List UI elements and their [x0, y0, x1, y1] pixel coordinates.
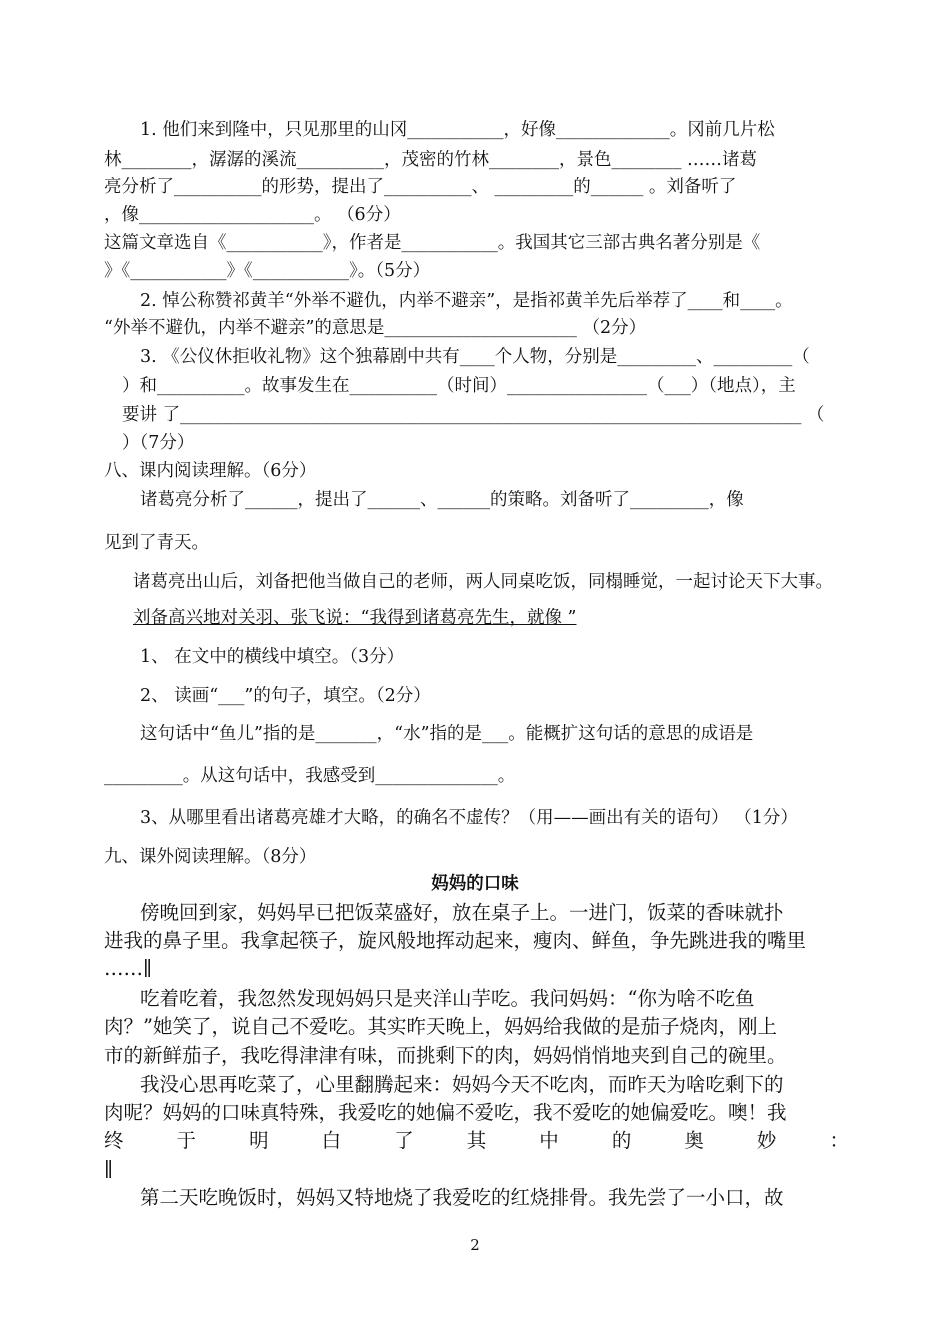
q1-line-3: 亮分析了__________的形势，提出了__________、 _________的______ 。刘备听了: [104, 177, 737, 197]
char: 终: [104, 1129, 124, 1152]
char: 明: [249, 1129, 269, 1152]
story-line: 吃着吃着，我忽然发现妈妈只是夹洋山芋吃。我问妈妈：“你为啥不吃鱼: [140, 987, 755, 1010]
story-line: 傍晚回到家，妈妈早已把饭菜盛好，放在桌子上。一进门，饭菜的香味就扑: [140, 901, 784, 924]
section-8-text-1: 诸葛亮分析了______，提出了______、______的策略。刘备听了_________，像: [140, 490, 744, 510]
section-8-q2-text: 这句话中“鱼儿”指的是_______，“水”指的是___。能概扩这句话的意思的成语是: [140, 724, 754, 744]
q2-line-1: 2. 悼公称赞祁黄羊“外举不避仇，内举不避亲”，是指祁黄羊先后举荐了____和____。: [140, 291, 793, 311]
section-8-q3: 3、从哪里看出诸葛亮雄才大略，的确名不虚传？（用——画出有关的语句） （1分）: [140, 808, 798, 828]
section-8-text-3: 诸葛亮出山后，刘备把他当做自己的老师，两人同桌吃饭，同榻睡觉，一起讨论天下大事。: [133, 572, 833, 592]
q3-line-3: 要讲 了_______________________________________________________________________ （: [122, 405, 825, 425]
q1-line-6: 》《___________》《___________》。（5分）: [104, 261, 431, 281]
section-9-heading: 九、课外阅读理解。（8分）: [104, 847, 317, 867]
story-line: 市的新鲜茄子，我吃得津津有味，而挑剩下的肉，妈妈悄悄地夹到自己的碗里。: [104, 1044, 787, 1067]
q1-line-2: 林________，潺潺的溪流__________，茂密的竹林________，景色________ ……诸葛: [104, 150, 758, 170]
story-line: 我没心思再吃菜了，心里翻腾起来：妈妈今天不吃肉，而昨天为啥吃剩下的: [140, 1073, 784, 1096]
char: 了: [394, 1129, 414, 1152]
char: 奥: [684, 1129, 704, 1152]
page-number: 2: [470, 1236, 480, 1254]
story-line: ∥: [104, 1158, 114, 1181]
story-line: 肉？”她笑了，说自己不爱吃。其实昨天晚上，妈妈给我做的是茄子烧肉，刚上: [104, 1015, 777, 1038]
q1-line-5: 这篇文章选自《___________》，作者是___________。我国其它三部古典名著分别是《: [104, 233, 761, 253]
q3-line-4: ）（7分）: [122, 433, 195, 453]
q3-line-1: 3. 《公仪休拒收礼物》这个独幕剧中共有____个人物，分别是_________、_________（: [140, 347, 810, 367]
story-title: 妈妈的口味: [431, 874, 519, 894]
section-8-q2-text-2: _________。从这句话中，我感受到______________。: [104, 766, 516, 786]
char: 的: [611, 1129, 632, 1152]
q3-line-2: ）和__________。故事发生在__________（时间）________________（___）（地点），主: [122, 376, 796, 396]
char: 于: [176, 1129, 197, 1152]
section-8-q2: 2、 读画“___”的句子，填空。（2分）: [140, 686, 431, 706]
section-8-heading: 八、课内阅读理解。（6分）: [104, 461, 317, 481]
char: 其: [466, 1129, 487, 1152]
q2-line-2: “外举不避仇，内举不避亲”的意思是______________________ （2分）: [104, 318, 647, 338]
char: ：: [829, 1129, 849, 1152]
q1-line-4: ，像____________________。 （6分）: [104, 205, 401, 225]
section-8-underlined-sentence: 刘备高兴地对关羽、张飞说：“我得到诸葛亮先生，就像 ”: [133, 608, 577, 628]
q1-line-1: 1. 他们来到隆中，只见那里的山冈___________，好像_____________。冈前几片松: [140, 120, 775, 140]
story-line: ……∥: [104, 957, 153, 980]
story-line-justified: [104, 1128, 849, 1154]
story-line: 第二天吃晚饭时，妈妈又特地烧了我爱吃的红烧排骨。我先尝了一小口，故: [140, 1186, 784, 1209]
story-line: 肉呢？妈妈的口味真特殊，我爱吃的她偏不爱吃，我不爱吃的她偏爱吃。噢！我: [104, 1101, 787, 1124]
section-8-text-2: 见到了青天。: [104, 533, 209, 553]
story-line: 进我的鼻子里。我拿起筷子，旋风般地挥动起来，瘦肉、鲜鱼，争先跳进我的嘴里: [104, 929, 807, 952]
char: 白: [321, 1129, 342, 1152]
section-8-q1: 1、 在文中的横线中填空。（3分）: [140, 647, 405, 667]
char: 中: [539, 1129, 559, 1152]
char: 妙: [756, 1129, 777, 1152]
